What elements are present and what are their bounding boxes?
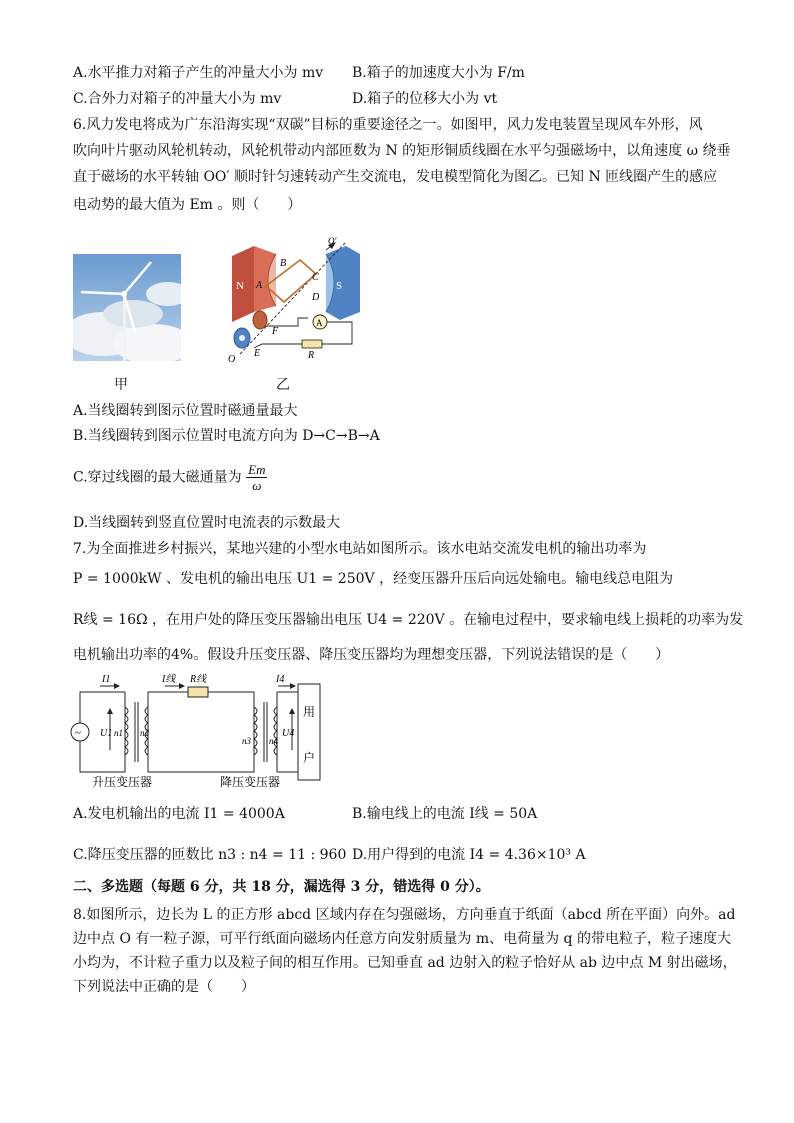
label-user-top: 用 bbox=[303, 705, 316, 719]
fig-label-e: E bbox=[254, 348, 261, 359]
max-flux-fraction bbox=[246, 462, 267, 493]
q7-stem-line-1: 7.为全面推进乡村振兴，某地兴建的小型水电站如图所示。该水电站交流发电机的输出功率为 bbox=[73, 541, 647, 557]
label-n2: n2 bbox=[140, 728, 149, 738]
label-n4: n4 bbox=[269, 736, 278, 746]
label-n3: n3 bbox=[242, 736, 251, 746]
q8-stem-line-3: 小均为，不计粒子重力以及粒子间的相互作用。已知垂直 ad 边射入的粒子恰好从 ab 边中点 M 射出磁场， bbox=[73, 955, 737, 971]
q6-stem-line-1: 6.风力发电将成为广东沿海实现“双碳”目标的重要途径之一。如图甲，风力发电装置呈现风车外形，风 bbox=[73, 117, 703, 133]
q6-option-c bbox=[73, 462, 267, 493]
fraction-denominator: ω bbox=[252, 478, 262, 493]
figure-caption-yi: 乙 bbox=[276, 377, 290, 393]
fig-label-r: R bbox=[308, 350, 315, 361]
q7-stem-line-4: 电机输出功率的4%。假设升压变压器、降压变压器均为理想变压器，下列说法错误的是（ ） bbox=[73, 647, 670, 663]
q7-option-a: A.发电机输出的电流 I1 = 4000A bbox=[73, 806, 285, 822]
fig-label-n: N bbox=[236, 280, 244, 292]
label-i1: I1 bbox=[102, 674, 111, 685]
label-r-line: R线 bbox=[190, 674, 207, 685]
transmission-circuit-diagram bbox=[70, 672, 332, 790]
q6-option-d: D.当线圈转到竖直位置时电流表的示数最大 bbox=[73, 515, 341, 531]
q7-option-c: C.降压变压器的匝数比 n3 : n4 = 11 : 960 bbox=[73, 847, 347, 863]
figure-caption-jia: 甲 bbox=[114, 377, 128, 393]
q5-option-b: B.箱子的加速度大小为 F/m bbox=[352, 65, 525, 81]
fig-label-o: O bbox=[228, 354, 236, 365]
fig-label-ammeter: A bbox=[316, 318, 323, 328]
q7-option-d: D.用户得到的电流 I4 = 4.36×10³ A bbox=[352, 847, 586, 863]
generator-diagram bbox=[224, 236, 364, 366]
q5-option-a: A.水平推力对箱子产生的冲量大小为 mv bbox=[73, 65, 324, 81]
svg-text:~: ~ bbox=[75, 727, 81, 739]
fig-label-f: F bbox=[272, 326, 279, 337]
fraction-numerator: Em bbox=[248, 462, 266, 477]
q7-option-b: B.输电线上的电流 I线 = 50A bbox=[352, 806, 538, 822]
label-step-down: 降压变压器 bbox=[220, 775, 281, 789]
q8-stem-line-1: 8.如图所示，边长为 L 的正方形 abcd 区域内存在匀强磁场，方向垂直于纸面（abcd 所在平面）向外。ad bbox=[73, 907, 736, 923]
section-heading-multiple-choice: 二、多选题（每题 6 分，共 18 分，漏选得 3 分，错选得 0 分）。 bbox=[73, 879, 490, 895]
fig-label-d: D bbox=[312, 292, 320, 303]
q7-stem-line-3: R线 = 16Ω ，在用户处的降压变压器输出电压 U4 = 220V 。在输电过程中，要求输电线上损耗的功率为发 bbox=[73, 612, 744, 628]
q7-stem-line-2: P = 1000kW 、发电机的输出电压 U1 = 250V ，经变压器升压后向远处输电。输电线总电阻为 bbox=[73, 571, 674, 587]
q5-option-d: D.箱子的位移大小为 vt bbox=[352, 91, 498, 107]
q8-stem-line-2: 边中点 O 有一粒子源，可平行纸面向磁场内任意方向发射质量为 m、电荷量为 q 的带电粒子，粒子速度大 bbox=[73, 931, 731, 947]
wind-turbine-photo bbox=[73, 254, 181, 361]
label-u4: U4 bbox=[282, 728, 295, 739]
q6-option-c-prefix: C.穿过线圈的最大磁通量为 bbox=[73, 469, 242, 486]
q6-stem-line-3: 直于磁场的水平转轴 OO′ 顺时针匀速转动产生交流电，发电模型简化为图乙。已知 N 匝线圈产生的感应 bbox=[73, 169, 718, 185]
label-user-bottom: 户 bbox=[303, 751, 316, 765]
label-i-line: I线 bbox=[162, 674, 176, 685]
fig-label-s: S bbox=[336, 280, 343, 292]
label-i4: I4 bbox=[276, 674, 285, 685]
q8-stem-line-4: 下列说法中正确的是（ ） bbox=[73, 979, 255, 995]
label-step-up: 升压变压器 bbox=[92, 775, 153, 789]
q6-stem-line-4: 电动势的最大值为 Em 。则（ ） bbox=[73, 197, 302, 213]
label-n1: n1 bbox=[114, 728, 123, 738]
label-u1: U1 bbox=[100, 728, 113, 739]
q6-stem-line-2: 吹向叶片驱动风轮机转动，风轮机带动内部匝数为 N 的矩形铜质线圈在水平匀强磁场中，以角速度 ω 绕垂 bbox=[73, 143, 731, 159]
q5-option-c: C.合外力对箱子的冲量大小为 mv bbox=[73, 91, 282, 107]
fig-label-c: C bbox=[312, 272, 319, 283]
fig-label-a: A bbox=[256, 280, 263, 291]
q6-option-a: A.当线圈转到图示位置时磁通量最大 bbox=[73, 403, 298, 419]
q6-option-b: B.当线圈转到图示位置时电流方向为 D→C→B→A bbox=[73, 428, 380, 444]
fig-label-b: B bbox=[280, 258, 287, 269]
fig-label-oprime: O′ bbox=[328, 236, 337, 246]
